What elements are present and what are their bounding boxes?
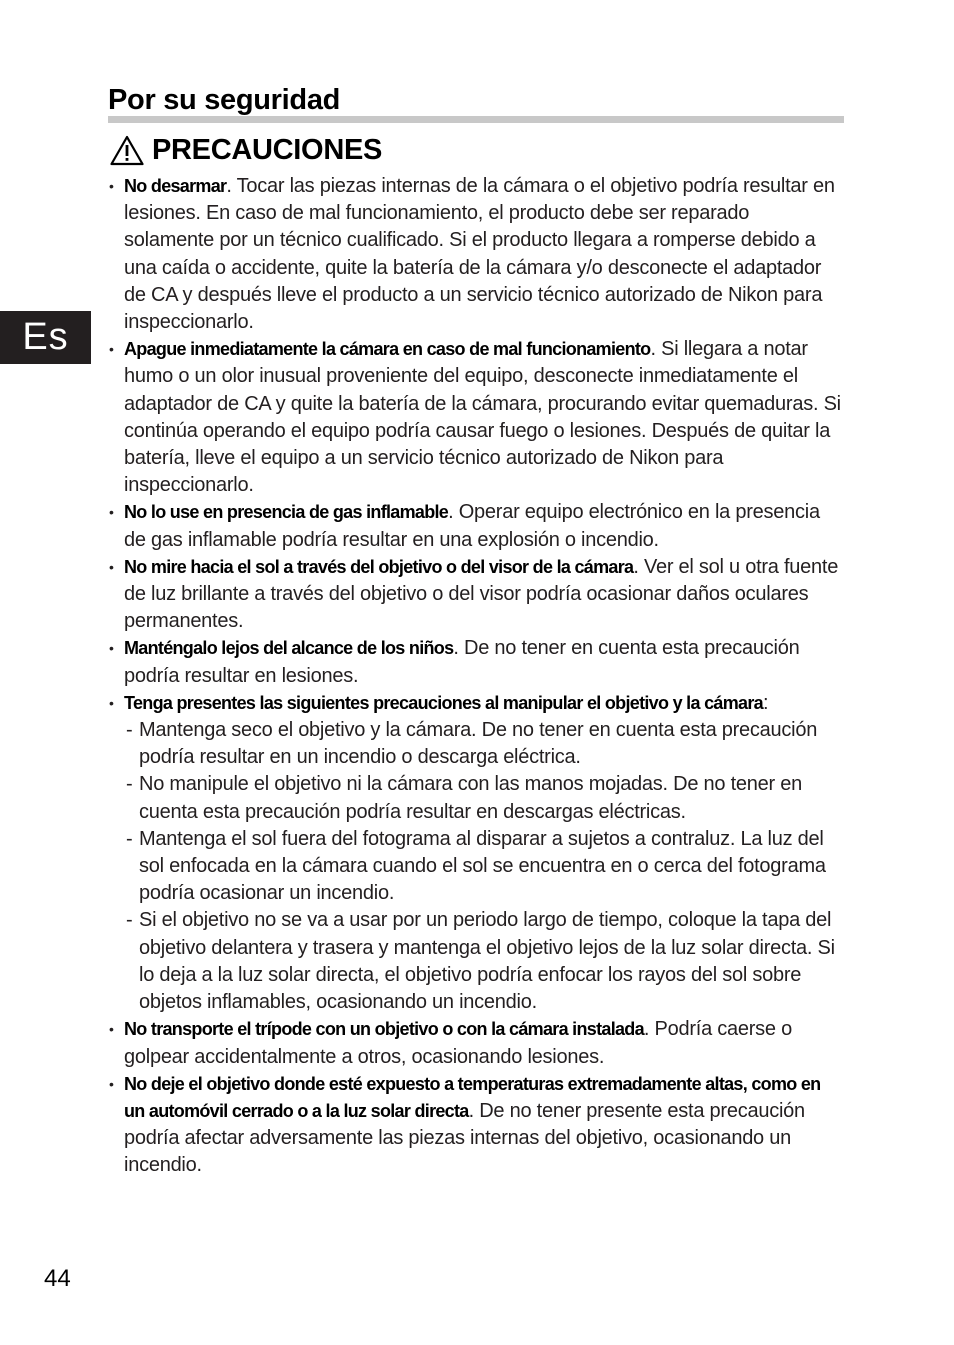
precaution-item: [108, 1071, 844, 1180]
precaution-lead: Tenga presentes las siguientes precauciones al manipular el objetivo y la cámara: [124, 692, 763, 713]
precaution-text: . De no tener presente esta precaución podría afectar adversamente las piezas internas del objetivo, ocasionando un incendio.: [124, 1099, 805, 1177]
precaution-text: . Tocar las piezas internas de la cámara o el objetivo podría resultar en lesiones. En caso de mal funcionamiento, el producto debe ser reparado solamente por un técnico cualificado. Si el producto llegara a romperse debido a una caída o accidente, quite la batería de la cámara y/o desconecte el adaptador de CA y después lleve el producto a un servicio técnico autorizado de Nikon para inspeccionarlo.: [124, 175, 835, 334]
page-number: 44: [44, 1265, 71, 1292]
section-title: Por su seguridad: [108, 84, 341, 116]
precaution-lead: No transporte el trípode con un objetivo o con la cámara instalada: [124, 1019, 644, 1040]
precaution-item: [108, 336, 844, 499]
precaution-text: . De no tener en cuenta esta precaución podría resultar en lesiones.: [124, 637, 800, 687]
precaution-subitem: - Mantenga seco el objetivo y la cámara. De no tener en cuenta esta precaución podría resultar en un incendio o descarga eléctrica.: [124, 717, 844, 771]
language-tab: Es: [0, 311, 91, 364]
warning-title: PRECAUCIONES: [152, 133, 383, 166]
precaution-text: . Si llegara a notar humo o un olor inusual proveniente del equipo, desconecte inmediatamente el adaptador de CA y quite la batería de la cámara, procurando evitar quemaduras. Si continúa operando el equipo podría causar fuego o lesiones. Después de quitar la batería, lleve el equipo a un servicio técnico autorizado de Nikon para inspeccionarlo.: [124, 338, 841, 497]
handling-subitems: [124, 717, 844, 1016]
precaution-text: . Ver el sol u otra fuente de luz brillante a través del objetivo o del visor podría ocasionar daños oculares permanentes.: [124, 555, 839, 633]
precaution-item: [108, 173, 844, 336]
precaution-lead: No desarmar: [124, 176, 227, 196]
precaution-lead: No mire hacia el sol a través del objetivo o del visor de la cámara: [124, 556, 634, 577]
precaution-text: :: [762, 691, 769, 714]
precaution-subitem: - Si el objetivo no se va a usar por un periodo largo de tiempo, coloque la tapa del objetivo delantera y trasera y mantenga el objetivo lejos de la luz solar directa. Si lo deja a la luz solar directa, el objetivo podría enfocar los rayos del sol sobre objetos inflamables, ocasionando un incendio.: [124, 907, 844, 1016]
title-rule: [108, 116, 844, 123]
precaution-item: [108, 554, 844, 636]
warning-triangle-icon: [110, 135, 144, 166]
precaution-item: [108, 1016, 844, 1070]
precaution-subitem: - No manipule el objetivo ni la cámara con las manos mojadas. De no tener en cuenta esta precaución podría resultar en descargas eléctricas.: [124, 771, 844, 825]
precaution-item: [108, 635, 844, 689]
precaution-text: . Podría caerse o golpear accidentalmente a otros, ocasionando lesiones.: [124, 1018, 792, 1068]
precaution-lead: Manténgalo lejos del alcance de los niños: [124, 638, 454, 659]
precaution-item: [108, 690, 844, 1016]
precaution-lead: No deje el objetivo donde esté expuesto a temperaturas extremadamente altas, como en un automóvil cerrado o a la luz solar directa: [124, 1073, 821, 1121]
precaution-item: [108, 499, 844, 553]
precaution-subitem: - Mantenga el sol fuera del fotograma al disparar a sujetos a contraluz. La luz del sol enfocada en la cámara cuando el sol se encuentra en o cerca del fotograma podría ocasionar un incendio.: [124, 826, 844, 908]
precautions-list: [108, 173, 844, 1180]
precaution-lead: Apague inmediatamente la cámara en caso de mal funcionamiento: [124, 339, 651, 360]
precaution-lead: No lo use en presencia de gas inflamable: [124, 502, 449, 523]
precaution-text: . Operar equipo electrónico en la presencia de gas inflamable podría resultar en una explosión o incendio.: [124, 501, 820, 551]
warning-heading: [110, 132, 382, 168]
